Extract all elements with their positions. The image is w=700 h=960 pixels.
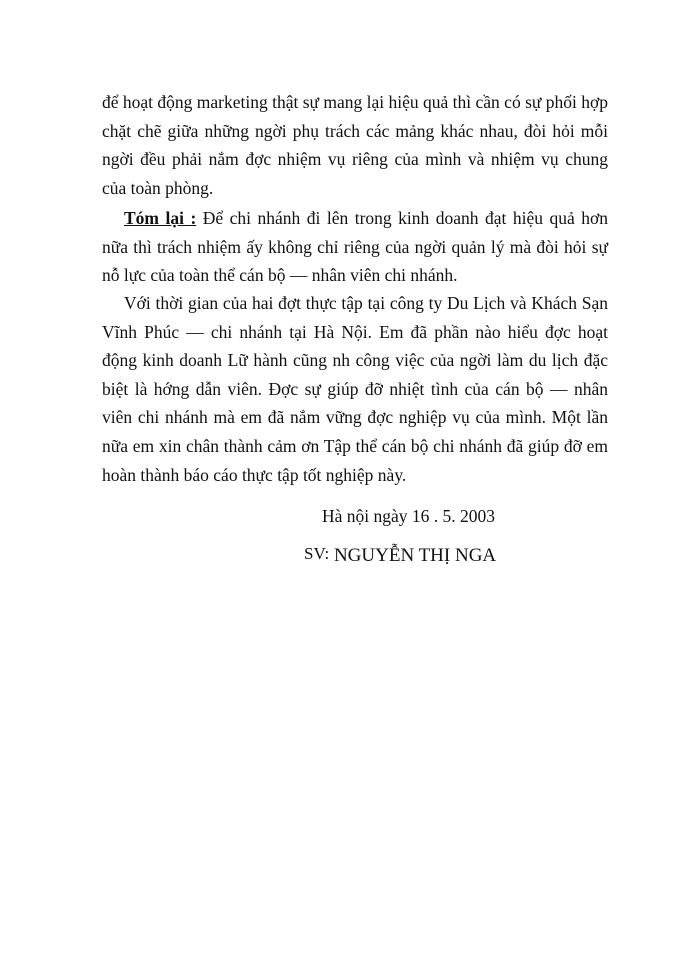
paragraph-thanks	[102, 289, 608, 489]
summary-lead-label: Tóm lại :	[124, 208, 197, 228]
paragraph-summary	[102, 204, 608, 290]
paragraph-marketing	[102, 88, 608, 202]
paragraph-2-text	[102, 204, 608, 290]
paragraph-1-text: để hoạt động marketing thật sự mang lại hiệu quả thì cần có sự phối hợp chặt chẽ giữa những ngời phụ trách các mảng khác nhau, đòi hỏi mỗi ngời đều phải nắm đợc nhiệm vụ riêng của mình và nhiệm vụ chung của toàn phòng.	[102, 92, 608, 198]
signature-prefix: SV:	[304, 544, 330, 563]
paragraph-3-text: Với thời gian của hai đợt thực tập tại công ty Du Lịch và Khách Sạn Vĩnh Phúc — chi nhánh tại Hà Nội. Em đã phần nào hiểu đợc hoạt động kinh doanh Lữ hành cũng nh công việc của ngời làm du lịch đặc biệt là hớng dẫn viên. Đợc sự giúp đỡ nhiệt tình của cán bộ — nhân viên chi nhánh mà em đã nắm vững đợc nghiệp vụ của mình. Một lần nữa em xin chân thành cảm ơn Tập thể cán bộ chi nhánh đã giúp đỡ em hoàn thành báo cáo thực tập tốt nghiệp này.	[102, 293, 608, 485]
date-line: Hà nội ngày 16 . 5. 2003	[322, 506, 496, 526]
signature-name: NGUYỄN THỊ NGA	[329, 545, 497, 566]
summary-body: Để chi nhánh đi lên trong kinh doanh đạt hiệu quả hơn nữa thì trách nhiệm ấy không chỉ riêng của ngời quản lý mà đòi hỏi sự nỗ lực của toàn thể cán bộ — nhân viên chi nhánh.	[102, 208, 608, 286]
signature-line	[304, 545, 496, 567]
